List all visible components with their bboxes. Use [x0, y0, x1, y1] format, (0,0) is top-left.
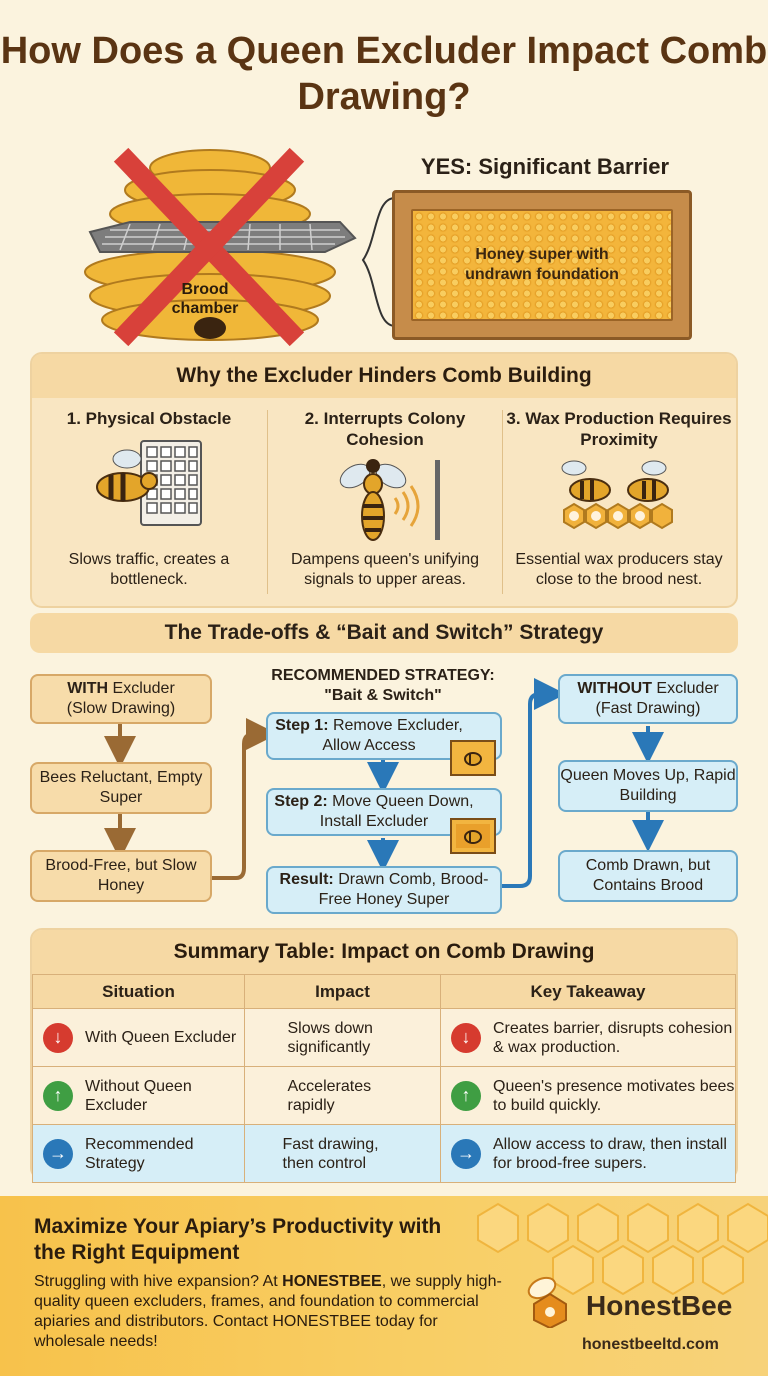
reason-desc: Essential wax producers stay close to the brood nest.: [515, 551, 723, 588]
situation-cell: Recommended Strategy: [85, 1135, 194, 1172]
tradeoffs-heading: The Trade-offs & “Bait and Switch” Strategy: [30, 613, 738, 653]
reason-desc: Slows traffic, creates a bottleneck.: [68, 551, 230, 588]
arrow-down-icon: ↓: [451, 1023, 481, 1053]
footer-text: [34, 1272, 504, 1352]
table-row: [33, 1009, 736, 1067]
without-bold: WITHOUT: [577, 680, 652, 697]
step-text: Drawn Comb, Brood-Free Honey Super: [318, 871, 489, 908]
with-step-box: Brood-Free, but Slow Honey: [30, 850, 212, 902]
summary-heading: Summary Table: Impact on Comb Drawing: [32, 930, 736, 974]
wax-bees-icon: [544, 454, 694, 544]
without-step-box: Queen Moves Up, Rapid Building: [558, 760, 738, 812]
without-excluder-box: [558, 674, 738, 724]
column-header: Impact: [245, 975, 441, 1009]
impact-cell: Fast drawing, then control: [282, 1135, 379, 1172]
arrow-down-icon: ↓: [43, 1023, 73, 1053]
step-bold: Result:: [279, 871, 334, 888]
reason-title: 2. Interrupts Colony Cohesion: [304, 409, 466, 449]
frame-bee-icon: [450, 740, 496, 776]
brand-name: HonestBee: [586, 1290, 733, 1321]
reason-title: 3. Wax Production Requires Proximity: [506, 409, 732, 449]
brand-url[interactable]: honestbeeltd.com: [582, 1336, 719, 1353]
footer-title: Maximize Your Apiary’s Productivity with the Right Equipment: [34, 1215, 442, 1264]
summary-panel: [30, 928, 738, 1180]
arrow-right-icon: →: [43, 1139, 73, 1169]
with-step-box: Bees Reluctant, Empty Super: [30, 762, 212, 814]
recommended-sub: "Bait & Switch": [324, 687, 442, 704]
reason-colony-cohesion: [268, 408, 502, 604]
brood-chamber-label: Brood chamber: [171, 281, 239, 317]
situation-cell: Without Queen Excluder: [85, 1077, 192, 1114]
impact-cell: Slows down significantly: [287, 1019, 373, 1056]
column-header: Key Takeaway: [441, 975, 736, 1009]
situation-cell: With Queen Excluder: [85, 1029, 237, 1046]
honey-super-label: Honey super with undrawn foundation: [465, 246, 619, 283]
hive-illustration: [70, 140, 370, 350]
step-text: Move Queen Down, Install Excluder: [319, 793, 474, 830]
step-text: Remove Excluder, Allow Access: [322, 717, 463, 754]
page-title: How Does a Queen Excluder Impact Comb Drawing?: [0, 30, 768, 118]
why-heading: Why the Excluder Hinders Comb Building: [32, 354, 736, 398]
foundation-comb: [411, 209, 673, 321]
summary-table: [32, 974, 736, 1183]
honey-super-frame: [392, 190, 692, 340]
without-step-box: Comb Drawn, but Contains Brood: [558, 850, 738, 902]
hive-entrance-icon: [194, 317, 226, 339]
recommended-title: RECOMMENDED STRATEGY:: [271, 667, 495, 684]
column-header: Situation: [33, 975, 245, 1009]
without-label: Excluder: [651, 680, 719, 697]
reason-wax-proximity: [502, 408, 736, 604]
step-bold: Step 1:: [275, 717, 329, 734]
table-row: [33, 1067, 736, 1125]
arrow-up-icon: ↑: [451, 1081, 481, 1111]
footer-text-brand: HONESTBEE: [282, 1273, 382, 1290]
arrow-up-icon: ↑: [43, 1081, 73, 1111]
why-panel: [30, 352, 738, 608]
takeaway-cell: Queen's presence motivates bees to build quickly.: [493, 1077, 735, 1114]
barrier-heading: YES: Significant Barrier: [420, 154, 670, 179]
queen-signal-icon: [315, 454, 455, 544]
arrow-right-icon: →: [451, 1139, 481, 1169]
impact-cell: Accelerates rapidly: [287, 1077, 372, 1114]
without-sub: (Fast Drawing): [595, 700, 701, 717]
with-bold: WITH: [67, 680, 109, 697]
recommended-strategy-title: [248, 666, 518, 706]
reason-title: 1. Physical Obstacle: [66, 409, 232, 428]
with-label: Excluder: [108, 680, 175, 697]
table-row: [33, 1125, 736, 1183]
frame-bee-icon: [450, 818, 496, 854]
footer-text-part: Struggling with hive expansion? At: [34, 1273, 283, 1290]
with-sub: (Slow Drawing): [66, 700, 176, 717]
footer-text-part: , we supply high-quality queen excluders, frames, and foundation to commercial apiaries and distributors. Contact HONESTBEE today for wholesale needs!: [34, 1273, 502, 1350]
takeaway-cell: Allow access to draw, then install for brood-free supers.: [493, 1135, 727, 1172]
bee-grid-icon: [89, 439, 209, 529]
reason-physical-obstacle: [32, 408, 266, 604]
takeaway-cell: Creates barrier, disrupts cohesion & wax production.: [493, 1019, 733, 1056]
honestbee-logo-icon: [520, 1270, 584, 1328]
with-excluder-box: [30, 674, 212, 724]
reason-desc: Dampens queen's unifying signals to upper areas.: [290, 551, 480, 588]
result-box: [266, 866, 502, 914]
step-bold: Step 2:: [274, 793, 328, 810]
